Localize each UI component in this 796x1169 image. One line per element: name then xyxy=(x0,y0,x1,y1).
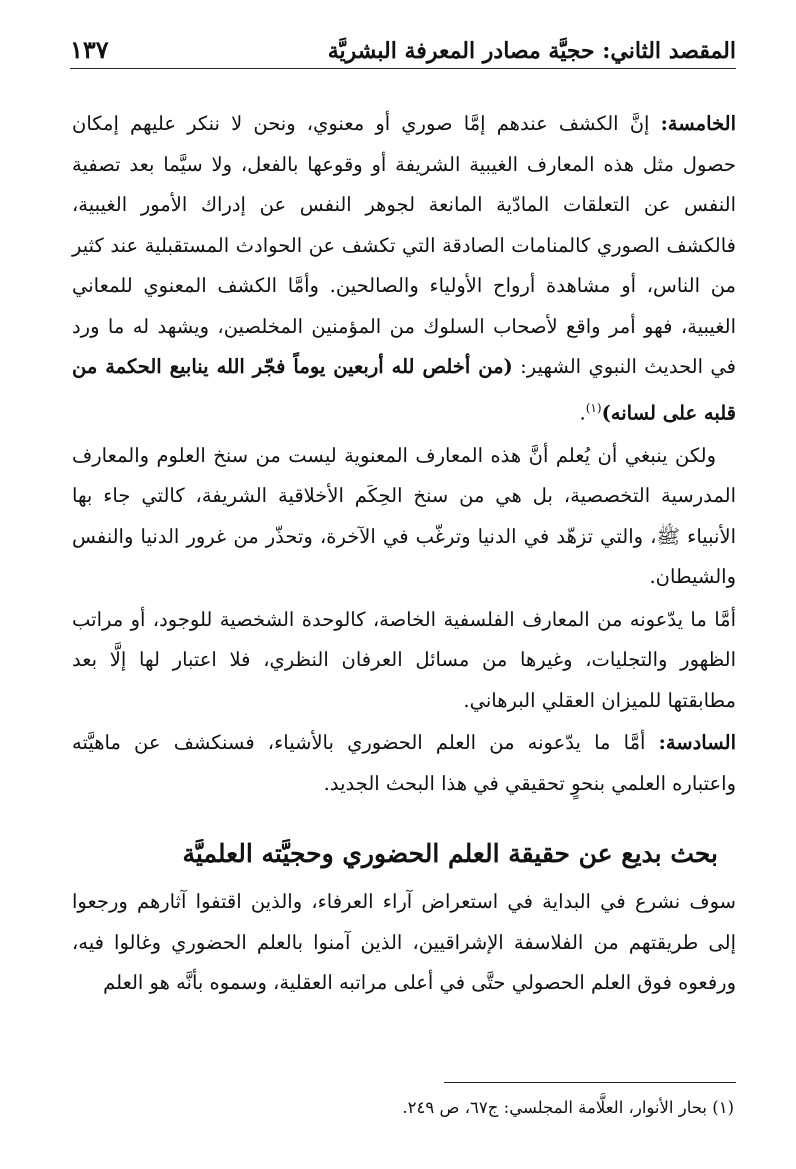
term-sixth: السادسة: xyxy=(658,731,736,754)
paragraph-second: ولكن ينبغي أن يُعلم أنَّ هذه المعارف المعنوية ليست من سنخ العلوم والمعارف المدرسية التخصصية، بل هي من سنخ الحِكَم الأخلاقية الشريفة، كالتي جاء بها الأنبياء ﷺ، والتي تزهّد في الدنيا وترغّب في الآخرة، وتحذّر من غرور الدنيا والنفس والشيطان. xyxy=(72,443,736,588)
footnote-reference[interactable]: (١) xyxy=(585,400,602,415)
paragraph-fifth-end: . xyxy=(579,401,586,424)
section-paragraph: سوف نشرع في البداية في استعراض آراء العرفاء، والذين اقتفوا آثارهم ورجعوا إلى طريقتهم من الفلاسفة الإشراقيين، الذين آمنوا بالعلم الحضوري وغالوا فيه، ورفعوه فوق العلم الحصولي حتَّى في أعلى مراتبه العقلية، وسموه بأنَّه هو العلم xyxy=(72,890,736,994)
paragraph-sixth xyxy=(72,723,736,804)
hadith-quote: (من أخلص لله أربعين يوماً فجّر الله ينابيع الحكمة من قلبه على لسانه) xyxy=(72,355,736,424)
running-header xyxy=(70,28,736,69)
main-text xyxy=(72,104,736,1004)
paragraph-fifth-text: إنَّ الكشف عندهم إمَّا صوري أو معنوي، ونحن لا ننكر عليهم إمكان حصول مثل هذه المعارف الغيبية الشريفة أو وقوعها بالفعل، ولا سيَّما بعد تصفية النفس عن التعلقات المادّية المانعة لجوهر النفس عن إدراك الأمور الغيبية، فالكشف الصوري كالمنامات الصادقة التي تكشف عن الحوادث المستقبلية عند كثير من الناس، أو مشاهدة أرواح الأولياء والصالحين. وأمَّا الكشف المعنوي للمعاني الغيبية، فهو أمر واقع لأصحاب السلوك من المؤمنين المخلصين، ويشهد له ما ورد في الحديث النبوي الشهير: xyxy=(72,112,736,378)
footnote-divider xyxy=(444,1082,736,1083)
paragraph-third: أمَّا ما يدّعونه من المعارف الفلسفية الخاصة، كالوحدة الشخصية للوجود، أو مراتب الظهور والتجليات، وغيرها من مسائل العرفان النظري، فلا اعتبار لها إلَّا بعد مطابقتها للميزان العقلي البرهاني. xyxy=(72,607,736,712)
chapter-title: المقصد الثاني: حجيَّة مصادر المعرفة البشريَّة xyxy=(327,38,736,64)
page-number: ١٣٧ xyxy=(70,35,109,64)
section-heading: بحث بديع عن حقيقة العلم الحضوري وحجيَّته العلميَّة xyxy=(182,839,718,868)
footnote: (١) بحار الأنوار، العلَّامة المجلسي: ج٦٧، ص ٢٤٩. xyxy=(402,1098,734,1117)
term-fifth: الخامسة: xyxy=(660,112,736,135)
paragraph-sixth-text: أمَّا ما يدّعونه من العلم الحضوري بالأشياء، فسنكشف عن ماهيَّته واعتباره العلمي بنحوٍ تحقيقي في هذا البحث الجديد. xyxy=(72,731,736,795)
paragraph-fifth xyxy=(72,104,736,434)
